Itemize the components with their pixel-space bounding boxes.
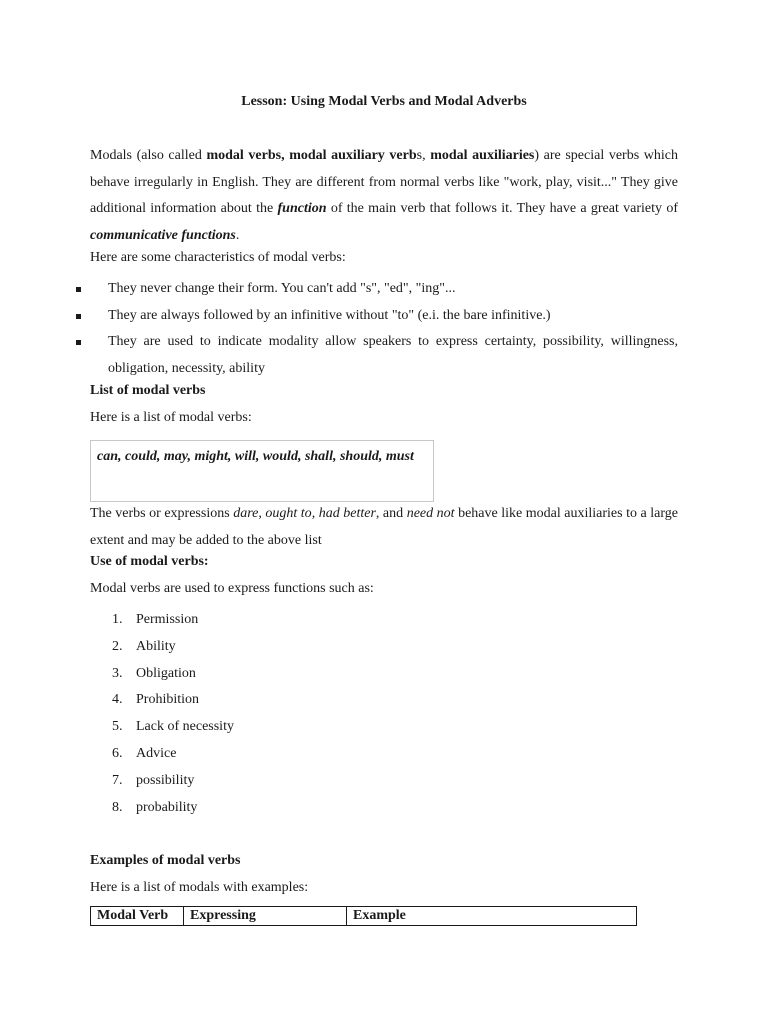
list-item-text: They are always followed by an infinitive without "to" (e.i. the bare infinitive.) (108, 307, 551, 323)
intro-text-2: s, (416, 148, 431, 163)
list-item-text: Ability (136, 638, 176, 654)
list-item-text: Prohibition (136, 692, 200, 708)
expr-text-3: , (311, 506, 319, 521)
list-item-text: Obligation (136, 665, 196, 681)
list-item (80, 329, 678, 382)
expr-italic-2: ought to (265, 506, 312, 521)
list-item-text: Lack of necessity (136, 719, 234, 735)
characteristics-intro: Here are some characteristics of modal verbs: (90, 250, 346, 265)
list-heading: List of modal verbs (90, 383, 206, 398)
expr-text-2: , (258, 506, 266, 521)
list-number: 4. (112, 692, 123, 708)
expr-text-4: , and (375, 506, 407, 521)
intro-bold-italic-2: communicative functions (90, 227, 236, 243)
list-item-text: They never change their form. You can't add "s", "ed", "ing"... (108, 281, 456, 296)
list-item (80, 276, 678, 303)
list-item (112, 687, 234, 714)
modal-examples-table (90, 906, 637, 926)
list-item (112, 607, 234, 634)
expr-italic-4: need not (406, 506, 455, 521)
intro-text-3: ) are special verbs which behave irregularly in English. They are different from normal verbs like "work, play, visit..." They give additional information about the (90, 148, 678, 217)
bullet-marker (76, 314, 81, 319)
intro-bold-1: modal verbs, modal auxiliary verb (206, 148, 417, 163)
intro-text-1: Modals (also called (90, 148, 207, 163)
expr-italic-1: dare (233, 506, 259, 521)
intro-bold-italic-1: function (277, 201, 327, 217)
bullet-marker (76, 340, 81, 345)
list-item-text: Advice (136, 745, 177, 761)
expr-text-1: The verbs or expressions (90, 506, 234, 521)
list-item (112, 714, 234, 741)
list-item-text: Permission (136, 612, 199, 627)
list-item-text: probability (136, 799, 198, 815)
characteristics-list (80, 276, 678, 382)
use-intro: Modal verbs are used to express functions such as: (90, 581, 374, 596)
table-header-cell: Expressing (184, 907, 347, 926)
list-number: 6. (112, 745, 123, 761)
intro-text-5: . (235, 227, 240, 243)
list-number: 7. (112, 772, 123, 788)
intro-text-4: of the main verb that follows it. They have a great variety of (326, 201, 678, 217)
list-number: 8. (112, 799, 123, 815)
list-item (112, 768, 234, 795)
intro-paragraph (90, 143, 678, 249)
bullet-marker (76, 287, 81, 292)
list-item (112, 661, 234, 688)
table-header-row (91, 907, 637, 926)
list-number: 5. (112, 719, 123, 735)
table-header-cell: Modal Verb (91, 907, 184, 926)
intro-bold-2: modal auxiliaries (430, 148, 535, 163)
expr-italic-3: had better (318, 506, 376, 521)
list-item-text: possibility (136, 772, 195, 788)
list-item (112, 634, 234, 661)
functions-list (112, 607, 234, 821)
list-number: 2. (112, 638, 123, 654)
list-item-text: They are used to indicate modality allow speakers to express certainty, possibility, willingness, obligation, necessity, ability (108, 334, 678, 376)
expr-text-5: behave like modal auxiliaries to a large extent and may be added to the above list (90, 506, 679, 548)
examples-intro: Here is a list of modals with examples: (90, 880, 309, 895)
list-item (80, 303, 678, 330)
lesson-title: Lesson: Using Modal Verbs and Modal Adverbs (241, 94, 527, 109)
list-number: 3. (112, 665, 123, 681)
list-number: 1. (112, 612, 123, 627)
expressions-paragraph (90, 501, 678, 554)
list-intro: Here is a list of modal verbs: (90, 410, 252, 425)
list-item (112, 795, 234, 822)
use-heading: Use of modal verbs: (90, 554, 209, 569)
table-header-cell: Example (347, 907, 637, 926)
list-item (112, 741, 234, 768)
modal-verbs-box: can, could, may, might, will, would, shall, should, must (90, 440, 434, 502)
examples-heading: Examples of modal verbs (90, 853, 241, 868)
